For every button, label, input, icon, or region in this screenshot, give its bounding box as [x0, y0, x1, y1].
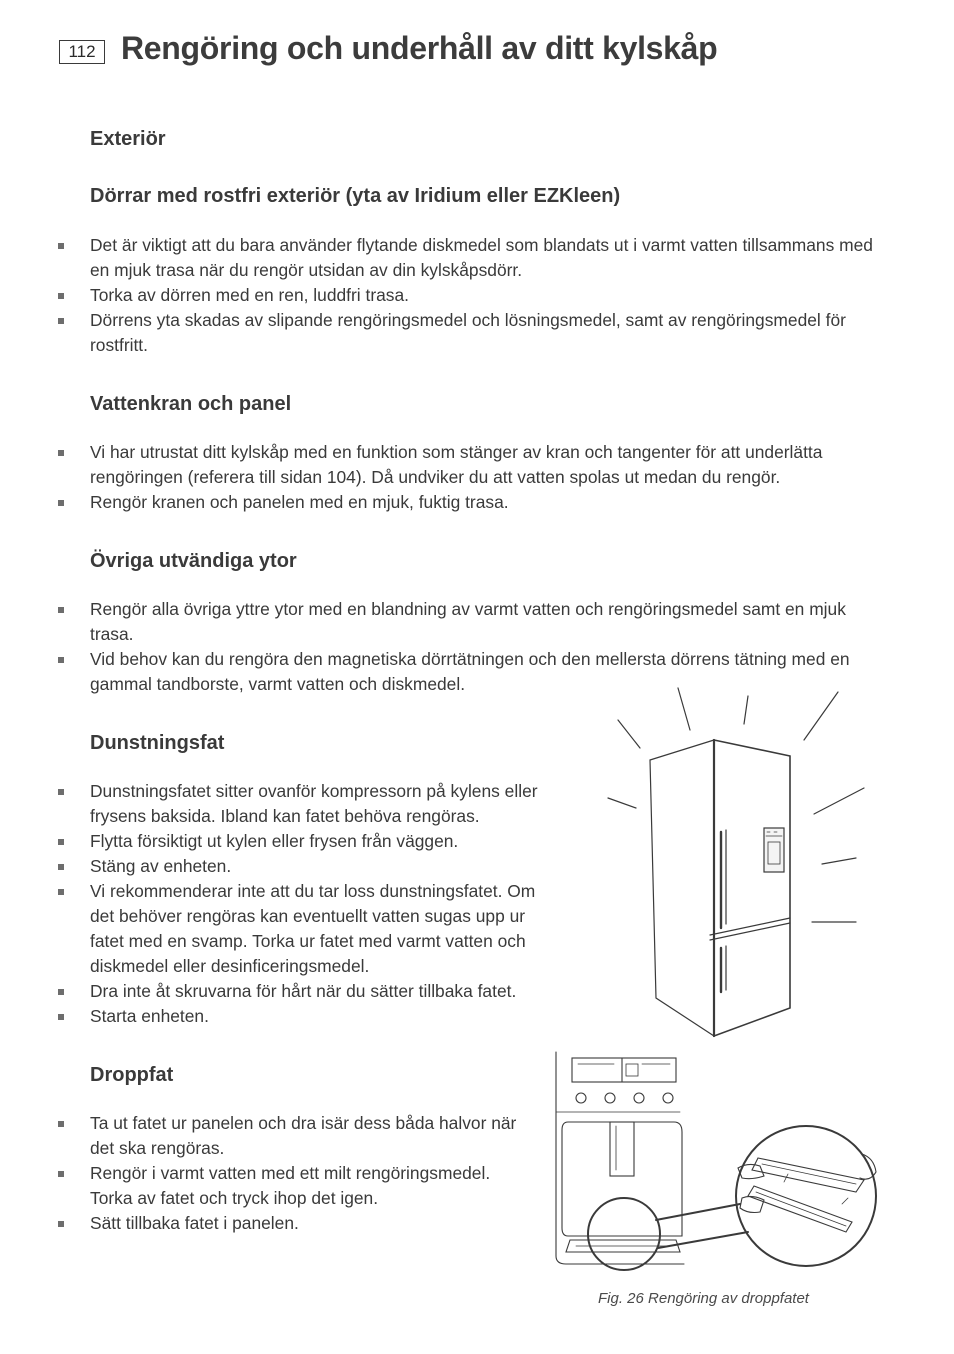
list-item: Starta enheten.: [58, 1004, 548, 1029]
figure-caption: Fig. 26 Rengöring av droppfatet: [598, 1290, 809, 1307]
doors-list: [58, 233, 888, 358]
list-item: Dörrens yta skadas av slipande rengöringsmedel och lösningsmedel, samt av rengöringsmedel för rostfritt.: [58, 308, 888, 358]
list-item: Dra inte åt skruvarna för hårt när du sätter tillbaka fatet.: [58, 979, 548, 1004]
list-item: Vi har utrustat ditt kylskåp med en funktion som stänger av kran och tangenter för att underlätta rengöringen (referera till sidan 104). Då undviker du att vatten spolas ut medan du rengör.: [58, 440, 888, 490]
list-item: Rengör alla övriga yttre ytor med en blandning av varmt vatten och rengöringsmedel samt en mjuk trasa.: [58, 597, 888, 647]
heading-drip: Droppfat: [90, 1064, 174, 1086]
drip-list: [58, 1111, 518, 1236]
list-item: Rengör i varmt vatten med ett milt rengöringsmedel. Torka av fatet och tryck ihop det igen.: [58, 1161, 518, 1211]
list-item: Vid behov kan du rengöra den magnetiska dörrtätningen och den mellersta dörrens tätning med en gammal tandborste, varmt vatten och diskmedel.: [58, 647, 888, 697]
list-item: Stäng av enheten.: [58, 854, 548, 879]
drip-tray-illustration: [552, 1050, 892, 1275]
heading-tap: Vattenkran och panel: [90, 393, 292, 415]
list-item: Ta ut fatet ur panelen och dra isär dess båda halvor när det ska rengöras.: [58, 1111, 518, 1161]
tap-list: [58, 440, 888, 515]
heading-other: Övriga utvändiga ytor: [90, 550, 297, 572]
list-item: Flytta försiktigt ut kylen eller frysen från väggen.: [58, 829, 548, 854]
list-item: Dunstningsfatet sitter ovanför kompressorn på kylens eller frysens baksida. Ibland kan fatet behöva rengöras.: [58, 779, 548, 829]
page-title: Rengöring och underhåll av ditt kylskåp: [121, 30, 718, 66]
list-item: Sätt tillbaka fatet i panelen.: [58, 1211, 518, 1236]
list-item: Det är viktigt att du bara använder flytande diskmedel som blandats ut i varmt vatten tillsammans med en mjuk trasa när du rengör utsidan av din kylskåpsdörr.: [58, 233, 888, 283]
list-item: Torka av dörren med en ren, luddfri trasa.: [58, 283, 888, 308]
page-number: 112: [59, 40, 105, 64]
fridge-illustration: [600, 680, 880, 1050]
list-item: Vi rekommenderar inte att du tar loss dunstningsfatet. Om det behöver rengöras kan eventuellt vatten sugas upp ur fatet med en svamp. Torka ur fatet med varmt vatten och diskmedel eller desinficeringsmedel.: [58, 879, 548, 979]
evap-list: [58, 779, 548, 1029]
heading-evap: Dunstningsfat: [90, 732, 225, 754]
heading-doors: Dörrar med rostfri exteriör (yta av Iridium eller EZKleen): [90, 185, 621, 207]
list-item: Rengör kranen och panelen med en mjuk, fuktig trasa.: [58, 490, 888, 515]
heading-exterior: Exteriör: [90, 128, 166, 150]
